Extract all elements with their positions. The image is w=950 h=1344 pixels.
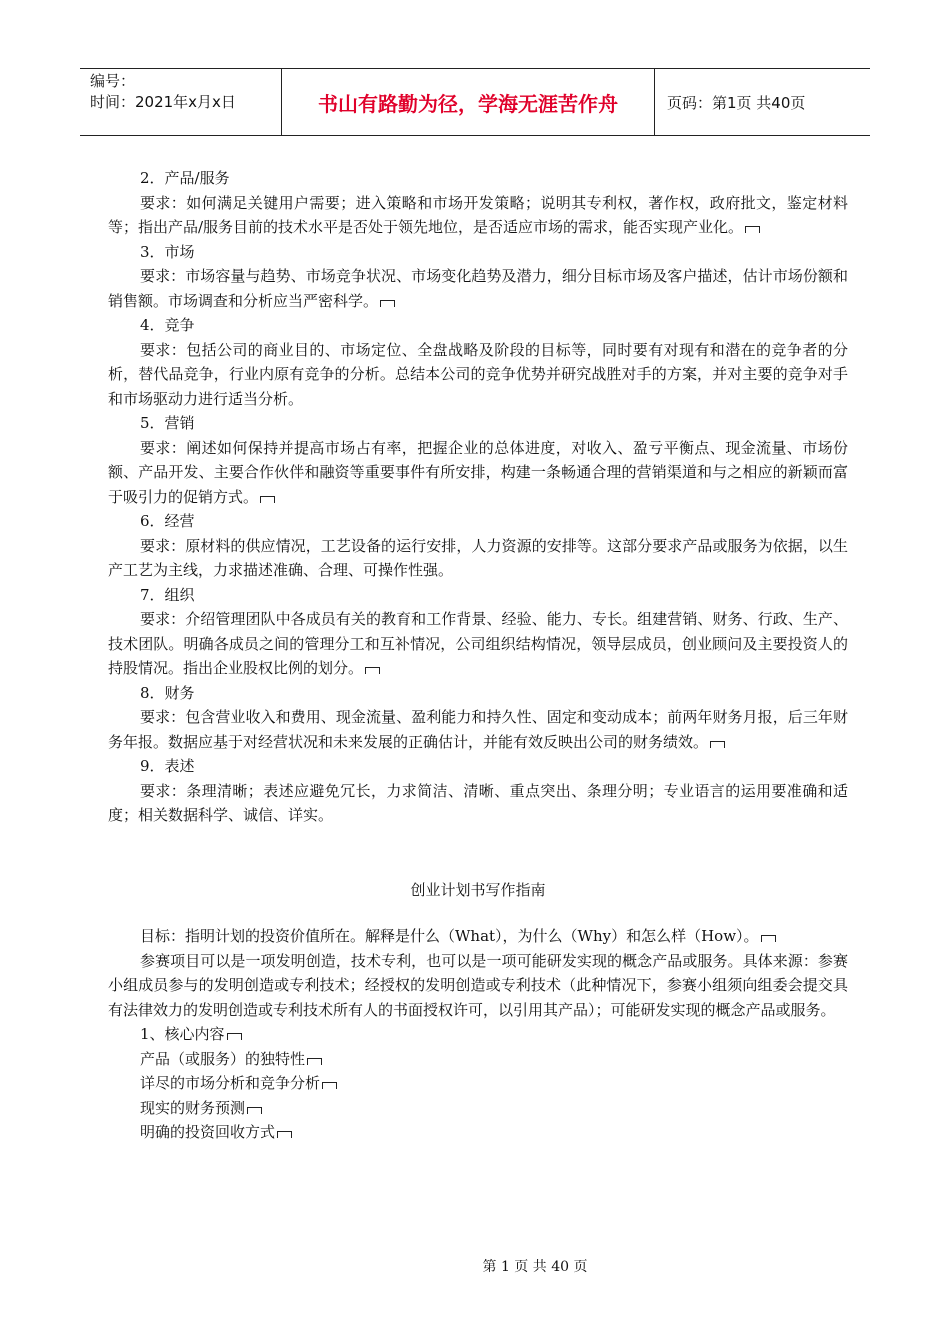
- document-number-label: 编号：: [90, 72, 136, 90]
- section-body: 要求：包含营业收入和费用、现金流量、盈利能力和持久性、固定和变动成本；前两年财务月报，后三年财务年报。数据应基于对经营状况和未来发展的正确估计，并能有效反映出公司的财务绩效。: [108, 708, 848, 751]
- document-body: [108, 166, 848, 1145]
- header-meta: [80, 69, 282, 135]
- section-body: 要求：原材料的供应情况，工艺设备的运行安排，人力资源的安排等。这部分要求产品或服务为依据，以生产工艺为主线，力求描述准确、合理、可操作性强。: [108, 536, 848, 579]
- section-body: 要求：如何满足关键用户需要；进入策略和市场开发策略；说明其专利权，著作权，政府批文，鉴定材料等；指出产品/服务目前的技术水平是否处于领先地位，是否适应市场的需求，能否实现产业化。: [108, 193, 848, 236]
- header-motto: 书山有路勤为径，学海无涯苦作舟: [282, 69, 655, 135]
- paragraph-mark-icon: [761, 935, 776, 942]
- paragraph-mark-icon: [745, 226, 760, 233]
- section-heading: 6．经营: [140, 512, 195, 530]
- list-item: 现实的财务预测: [108, 1096, 848, 1121]
- section-heading: 7．组织: [140, 585, 195, 604]
- document-time-label: 时间：2021年x月x日: [90, 93, 236, 111]
- core-content-heading: 1、核心内容: [108, 1022, 848, 1047]
- section-body: 要求：介绍管理团队中各成员有关的教育和工作背景、经验、能力、专长。组建营销、财务、行政、生产、技术团队。明确各成员之间的管理分工和互补情况，公司组织结构情况，领导层成员，创业顾问及主要投资人的持股情况。指出企业股权比例的划分。: [108, 610, 848, 677]
- list-item: 详尽的市场分析和竞争分析: [108, 1071, 848, 1096]
- section-body: 要求：包括公司的商业目的、市场定位、全盘战略及阶段的目标等，同时要有对现有和潜在的竞争者的分析，替代品竞争，行业内原有竞争的分析。总结本公司的竞争优势并研究战胜对手的方案，并对主要的竞争对手和市场驱动力进行适当分析。: [108, 340, 848, 408]
- page-header: [80, 68, 870, 136]
- guide-target: 目标：指明计划的投资价值所在。解释是什么（What），为什么（Why）和怎么样（How）。: [108, 924, 848, 949]
- guide-title: 创业计划书写作指南: [410, 880, 546, 899]
- list-item: 明确的投资回收方式: [108, 1120, 848, 1145]
- paragraph-mark-icon: [380, 300, 395, 307]
- section-heading: 2．产品/服务: [140, 169, 230, 187]
- section-heading: 8．财务: [140, 683, 195, 702]
- section-body: 要求：条理清晰；表述应避免冗长，力求简洁、清晰、重点突出、条理分明；专业语言的运用要准确和适度；相关数据科学、诚信、详实。: [108, 781, 848, 824]
- header-page-info: 页码：第1页 共40页: [667, 93, 806, 112]
- section-body: 要求：市场容量与趋势、市场竞争状况、市场变化趋势及潜力，细分目标市场及客户描述，估计市场份额和销售额。市场调查和分析应当严密科学。: [108, 267, 848, 310]
- list-item: 产品（或服务）的独特性: [108, 1047, 848, 1072]
- paragraph-mark-icon: [710, 741, 725, 748]
- section-body: 要求：阐述如何保持并提高市场占有率，把握企业的总体进度，对收入、盈亏平衡点、现金流量、市场份额、产品开发、主要合作伙伴和融资等重要事件有所安排，构建一条畅通合理的营销渠道和与之相应的新颖而富于吸引力的促销方式。: [108, 438, 848, 506]
- paragraph-mark-icon: [277, 1131, 292, 1138]
- section-heading: 9．表述: [140, 757, 195, 775]
- section-heading: 4．竞争: [140, 316, 195, 334]
- paragraph-mark-icon: [307, 1058, 322, 1065]
- page-footer: 第 1 页 共 40 页: [482, 1259, 588, 1275]
- paragraph-mark-icon: [247, 1107, 262, 1114]
- paragraph-mark-icon: [260, 496, 275, 503]
- paragraph-mark-icon: [365, 667, 380, 674]
- paragraph-mark-icon: [227, 1033, 242, 1040]
- section-heading: 5．营销: [140, 414, 195, 432]
- guide-source: 参赛项目可以是一项发明创造，技术专利，也可以是一项可能研发实现的概念产品或服务。具体来源：参赛小组成员参与的发明创造或专利技术；经授权的发明创造或专利技术（此种情况下，参赛小组须向组委会提交具有法律效力的发明创造或专利技术所有人的书面授权许可，以引用其产品）；可能研发实现的概念产品或服务。: [108, 951, 848, 1019]
- paragraph-mark-icon: [322, 1082, 337, 1089]
- section-heading: 3．市场: [140, 242, 195, 261]
